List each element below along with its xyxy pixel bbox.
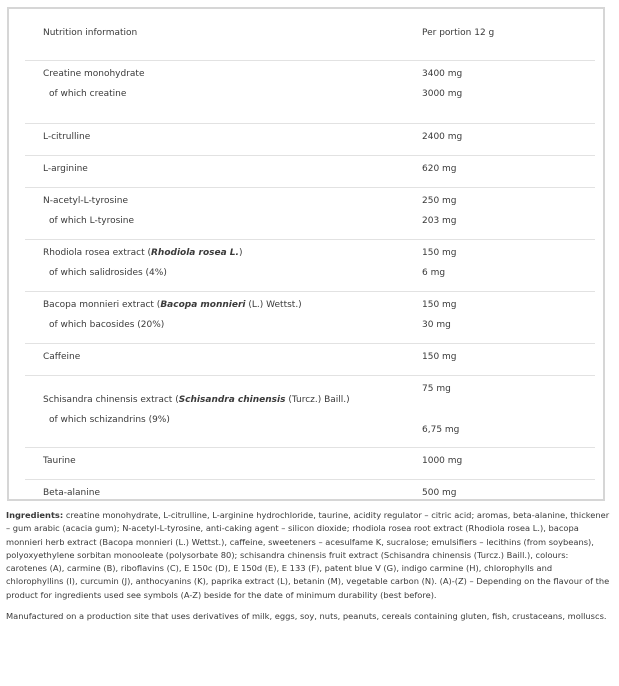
table-row: [25, 448, 595, 480]
nutrition-table-frame: [7, 7, 605, 501]
nutrient-name: Taurine: [43, 456, 76, 466]
nutrient-name: Beta-alanine: [43, 488, 100, 498]
table-row: [25, 61, 595, 124]
ingredients-paragraph: [6, 509, 610, 602]
nutrient-name: L-citrulline: [43, 132, 91, 142]
nutrient-name: Schisandra chinensis extract (Schisandra chinensis (Turcz.) Baill.): [43, 395, 350, 405]
nutrient-value: 620 mg: [422, 164, 457, 174]
nutrition-table: [25, 9, 595, 511]
table-row: [25, 292, 595, 344]
table-row: [25, 376, 595, 448]
nutrient-subvalue: 6 mg: [422, 268, 446, 278]
nutrient-subname: of which L-tyrosine: [49, 216, 135, 226]
header-value: Per portion 12 g: [422, 28, 495, 38]
nutrient-value: 150 mg: [422, 300, 457, 310]
table-row: [25, 188, 595, 240]
nutrient-subname: of which schizandrins (9%): [49, 415, 170, 425]
header-label: Nutrition information: [43, 28, 138, 38]
latin-name: Bacopa monnieri: [160, 300, 246, 310]
nutrient-name: Creatine monohydrate: [43, 69, 145, 79]
nutrient-value: 3400 mg: [422, 69, 463, 79]
nutrient-subname: of which bacosides (20%): [49, 320, 165, 330]
table-row: [25, 240, 595, 292]
nutrient-subvalue: 203 mg: [422, 216, 457, 226]
table-row: [25, 156, 595, 188]
latin-name: Rhodiola rosea L.: [150, 248, 239, 258]
product-notes: [6, 509, 610, 623]
nutrient-value: 2400 mg: [422, 132, 463, 142]
nutrient-subname: of which salidrosides (4%): [49, 268, 167, 278]
nutrient-subname: of which creatine: [49, 89, 127, 99]
nutrient-name: L-arginine: [43, 164, 88, 174]
nutrient-subvalue: 6,75 mg: [422, 425, 460, 435]
latin-name: Schisandra chinensis: [178, 395, 286, 405]
nutrient-name: N-acetyl-L-tyrosine: [43, 196, 128, 206]
nutrient-value: 75 mg: [422, 384, 451, 394]
table-row: [25, 344, 595, 376]
nutrient-subvalue: 30 mg: [422, 320, 451, 330]
table-row: [25, 480, 595, 511]
nutrient-value: 150 mg: [422, 352, 457, 362]
nutrient-value: 250 mg: [422, 196, 457, 206]
table-row: [25, 124, 595, 156]
nutrient-value: 500 mg: [422, 488, 457, 498]
ingredients-label: Ingredients:: [6, 510, 64, 520]
nutrient-value: 1000 mg: [422, 456, 463, 466]
nutrient-name: Bacopa monnieri extract (Bacopa monnieri (L.) Wettst.): [43, 300, 302, 310]
manufacturing-note: Manufactured on a production site that uses derivatives of milk, eggs, soy, nuts, peanuts, cereals containing gluten, fish, crustaceans, molluscs.: [6, 611, 607, 622]
table-header-row: [25, 9, 595, 61]
nutrient-subvalue: 3000 mg: [422, 89, 463, 99]
nutrient-name: Caffeine: [43, 352, 81, 362]
ingredients-text: creatine monohydrate, L-citrulline, L-arginine hydrochloride, taurine, acidity regulator – citric acid; aromas, beta-alanine, thickener – gum arabic (acacia gum); N-acetyl-L-tyrosine, anti-caking agent – silicon dioxide; rhodiola rosea root extract (Rhodiola rosea L.), bacopa monnieri herb extract (Bacopa monnieri (L.) Wettst.), caffeine, sweeteners – acesulfame K, sucralose; emulsifiers – lecithins (from soybeans), polyoxyethylene sorbitan monooleate (polysorbate 80); schisandra chinensis fruit extract (Schisandra chinensis (Turcz.) Baill.), colours: carotenes (A), carmine (B), riboflavins (C), E 150c (D), E 150d (E), E 133 (F), patent blue V (G), indigo carmine (H), chlorophylls and chlorophyllins (I), curcumin (J), anthocyanins (K), paprika extract (L), betanin (M), vegetable carbon (N). (A)-(Z) – Depending on the flavour of the product for ingredients used see symbols (A-Z) beside for the date of minimum durability (best before).: [6, 510, 610, 600]
nutrient-name: Rhodiola rosea extract (Rhodiola rosea L.): [43, 248, 243, 258]
nutrient-value: 150 mg: [422, 248, 457, 258]
